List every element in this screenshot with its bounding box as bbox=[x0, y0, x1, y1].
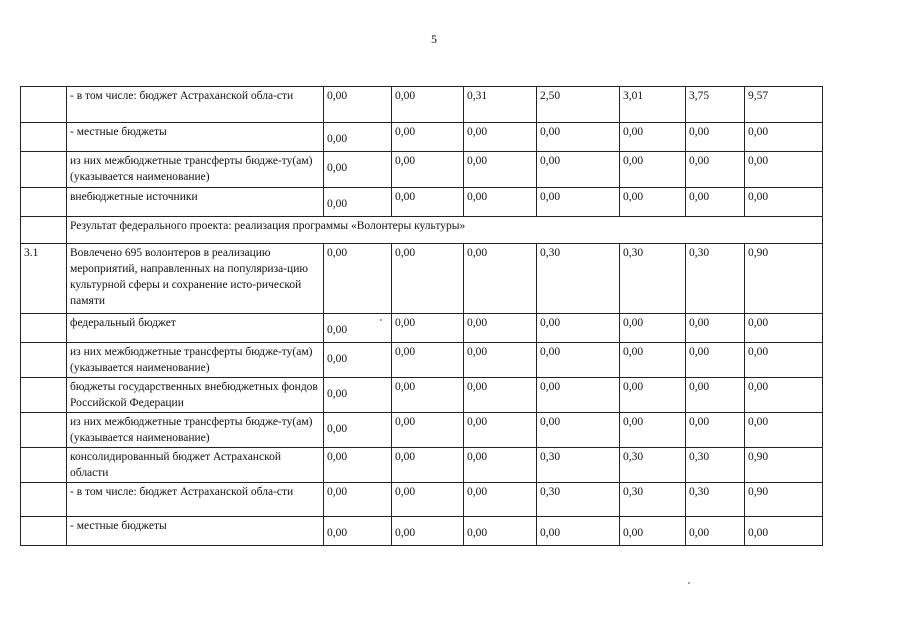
table-row bbox=[21, 152, 823, 188]
row-number-cell bbox=[21, 314, 67, 343]
value-cell: 0,00 bbox=[745, 517, 823, 546]
value-cell: 0,00 bbox=[392, 517, 464, 546]
value-cell: 0,30 bbox=[537, 448, 620, 483]
value-cell: 0,90 bbox=[745, 483, 823, 517]
scan-speck bbox=[688, 582, 690, 584]
value-cell: 0,30 bbox=[537, 244, 620, 314]
value-cell: 0,00 bbox=[464, 517, 537, 546]
value-cell: 0,00 bbox=[464, 188, 537, 217]
value-cell: 0,00 bbox=[537, 343, 620, 378]
row-number-cell: 3.1 bbox=[21, 244, 67, 314]
value-cell: 0,90 bbox=[745, 448, 823, 483]
row-number-cell bbox=[21, 152, 67, 188]
value-cell: 0,90 bbox=[745, 244, 823, 314]
value-cell: 0,00 bbox=[745, 152, 823, 188]
row-name-cell: - в том числе: бюджет Астраханской обла-сти bbox=[67, 483, 324, 517]
value-cell: 0,00 bbox=[392, 244, 464, 314]
value-cell: 0,00 bbox=[537, 413, 620, 448]
value-cell: 0,00 bbox=[464, 448, 537, 483]
value-cell: 0,00 bbox=[464, 314, 537, 343]
row-name-cell: бюджеты государственных внебюджетных фондов Российской Федерации bbox=[67, 378, 324, 413]
value-cell: 0,00 bbox=[392, 378, 464, 413]
value-cell: 0,00 bbox=[324, 413, 392, 448]
value-cell: 0,00 bbox=[464, 123, 537, 152]
value-cell: 0,00 bbox=[464, 152, 537, 188]
row-number-cell bbox=[21, 413, 67, 448]
value-cell: 0,30 bbox=[620, 244, 686, 314]
value-cell: 0,30 bbox=[620, 448, 686, 483]
value-cell: 0,00 bbox=[686, 413, 745, 448]
value-cell: 0,00 bbox=[620, 152, 686, 188]
value-cell: 0,00 bbox=[464, 343, 537, 378]
value-cell: 9,57 bbox=[745, 87, 823, 123]
value-cell: 0,00 bbox=[745, 343, 823, 378]
value-cell: 0,00 bbox=[537, 517, 620, 546]
value-cell: 0,00 bbox=[745, 123, 823, 152]
row-number-cell bbox=[21, 217, 67, 244]
row-name-cell: Вовлечено 695 волонтеров в реализацию мероприятий, направленных на популяриза-цию культурной сферы и сохранение исто-рической памяти bbox=[67, 244, 324, 314]
section-title: Результат федерального проекта: реализация программы «Волонтеры культуры» bbox=[67, 217, 823, 244]
value-cell: 0,00 bbox=[537, 123, 620, 152]
table-row bbox=[21, 343, 823, 378]
value-cell: 0,30 bbox=[620, 483, 686, 517]
page-number: 5 bbox=[431, 32, 437, 46]
value-cell: 0,00 bbox=[324, 517, 392, 546]
row-number-cell bbox=[21, 343, 67, 378]
value-cell: 0,00 bbox=[537, 188, 620, 217]
value-cell: 0,30 bbox=[686, 483, 745, 517]
table-row bbox=[21, 188, 823, 217]
table-row bbox=[21, 244, 823, 314]
row-number-cell bbox=[21, 483, 67, 517]
value-cell: 0,00 bbox=[686, 378, 745, 413]
row-number-cell bbox=[21, 123, 67, 152]
table-row bbox=[21, 87, 823, 123]
row-name-cell: - местные бюджеты bbox=[67, 123, 324, 152]
value-cell: 0,00 bbox=[464, 244, 537, 314]
value-cell: 0,00 bbox=[620, 188, 686, 217]
row-name-cell: внебюджетные источники bbox=[67, 188, 324, 217]
value-cell: 0,00 bbox=[686, 188, 745, 217]
table-row bbox=[21, 448, 823, 483]
value-cell: 0,30 bbox=[686, 244, 745, 314]
value-cell: 0,00 bbox=[464, 378, 537, 413]
value-cell: 0,00 bbox=[686, 152, 745, 188]
value-cell: 0,00 bbox=[464, 413, 537, 448]
row-number-cell bbox=[21, 448, 67, 483]
row-name-cell: из них межбюджетные трансферты бюдже-ту(ам) (указывается наименование) bbox=[67, 152, 324, 188]
value-cell: 0,00 bbox=[392, 483, 464, 517]
value-cell: 2,50 bbox=[537, 87, 620, 123]
value-cell: 0,00 bbox=[686, 123, 745, 152]
value-cell: 0,00 bbox=[324, 448, 392, 483]
value-cell: 0,00 bbox=[324, 314, 392, 343]
table-row bbox=[21, 378, 823, 413]
value-cell: 0,00 bbox=[392, 413, 464, 448]
value-cell: 0,00 bbox=[745, 314, 823, 343]
table-row bbox=[21, 123, 823, 152]
value-cell: 0,00 bbox=[392, 188, 464, 217]
value-cell: 0,00 bbox=[324, 87, 392, 123]
value-cell: 0,00 bbox=[686, 343, 745, 378]
row-name-cell: из них межбюджетные трансферты бюдже-ту(ам) (указывается наименование) bbox=[67, 413, 324, 448]
value-cell: 0,00 bbox=[620, 123, 686, 152]
value-cell: 0,00 bbox=[324, 343, 392, 378]
value-cell: 0,00 bbox=[392, 343, 464, 378]
row-name-cell: консолидированный бюджет Астраханской области bbox=[67, 448, 324, 483]
value-cell: 0,00 bbox=[324, 244, 392, 314]
value-cell: 0,00 bbox=[324, 483, 392, 517]
row-number-cell bbox=[21, 188, 67, 217]
value-cell: 3,75 bbox=[686, 87, 745, 123]
table-row bbox=[21, 517, 823, 546]
value-cell: 0,00 bbox=[620, 314, 686, 343]
row-name-cell: - в том числе: бюджет Астраханской обла-сти bbox=[67, 87, 324, 123]
value-cell: 0,00 bbox=[392, 123, 464, 152]
value-cell: 0,00 bbox=[745, 188, 823, 217]
value-cell: 0,00 bbox=[537, 314, 620, 343]
value-cell: 0,00 bbox=[620, 517, 686, 546]
section-header-row bbox=[21, 217, 823, 244]
value-cell: 0,30 bbox=[686, 448, 745, 483]
scan-speck bbox=[380, 319, 382, 321]
value-cell: 0,00 bbox=[620, 378, 686, 413]
value-cell: 0,31 bbox=[464, 87, 537, 123]
row-number-cell bbox=[21, 378, 67, 413]
value-cell: 3,01 bbox=[620, 87, 686, 123]
value-cell: 0,00 bbox=[620, 413, 686, 448]
value-cell: 0,00 bbox=[392, 448, 464, 483]
value-cell: 0,00 bbox=[324, 152, 392, 188]
value-cell: 0,00 bbox=[392, 152, 464, 188]
table-row bbox=[21, 413, 823, 448]
value-cell: 0,00 bbox=[324, 188, 392, 217]
value-cell: 0,00 bbox=[745, 378, 823, 413]
row-number-cell bbox=[21, 517, 67, 546]
row-number-cell bbox=[21, 87, 67, 123]
row-name-cell: федеральный бюджет bbox=[67, 314, 324, 343]
value-cell: 0,00 bbox=[686, 517, 745, 546]
value-cell: 0,00 bbox=[537, 378, 620, 413]
value-cell: 0,00 bbox=[392, 314, 464, 343]
budget-table bbox=[20, 86, 823, 546]
value-cell: 0,00 bbox=[464, 483, 537, 517]
row-name-cell: из них межбюджетные трансферты бюдже-ту(ам) (указывается наименование) bbox=[67, 343, 324, 378]
table-row bbox=[21, 314, 823, 343]
value-cell: 0,00 bbox=[745, 413, 823, 448]
value-cell: 0,00 bbox=[324, 378, 392, 413]
value-cell: 0,00 bbox=[686, 314, 745, 343]
value-cell: 0,00 bbox=[620, 343, 686, 378]
value-cell: 0,00 bbox=[392, 87, 464, 123]
value-cell: 0,30 bbox=[537, 483, 620, 517]
table-row bbox=[21, 483, 823, 517]
row-name-cell: - местные бюджеты bbox=[67, 517, 324, 546]
value-cell: 0,00 bbox=[324, 123, 392, 152]
value-cell: 0,00 bbox=[537, 152, 620, 188]
